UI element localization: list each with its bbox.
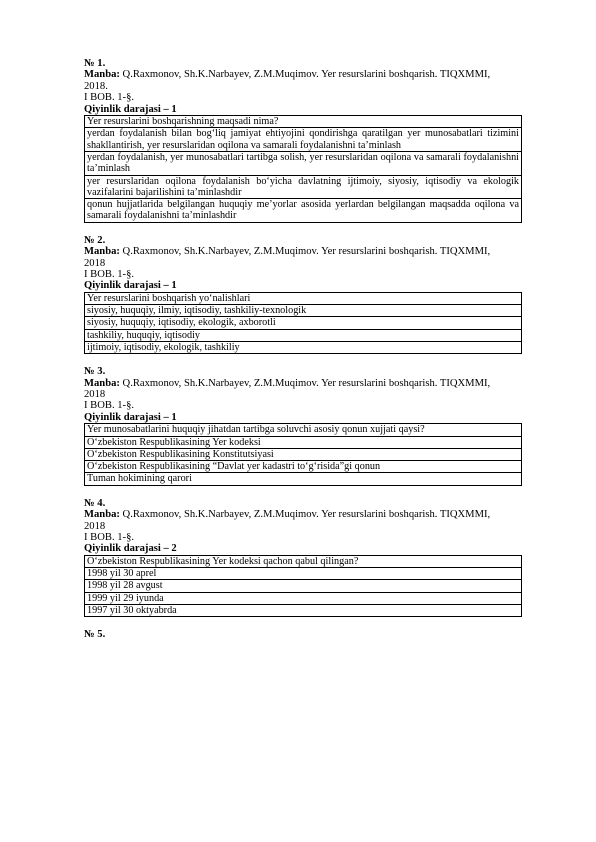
question-row bbox=[85, 555, 522, 567]
answer-option: siyosiy, huquqiy, ilmiy, iqtisodiy, tashkiliy-texnologik bbox=[85, 305, 522, 317]
answer-option: qonun hujjatlarida belgilangan huquqiy me’yorlar asosida yerlardan belgilangan maqsadda oqilona va samarali foydalanishni ta’minlashdir bbox=[85, 199, 522, 223]
source-year: 2018 bbox=[84, 389, 106, 401]
answer-option: 1999 yil 29 iyunda bbox=[85, 592, 522, 604]
source-label: Manba: bbox=[84, 69, 120, 81]
answer-row bbox=[85, 199, 522, 223]
difficulty-level: Qiyinlik darajasi – 2 bbox=[84, 543, 177, 555]
section-ref: I BOB. 1-§. bbox=[84, 400, 135, 412]
difficulty-level: Qiyinlik darajasi – 1 bbox=[84, 411, 177, 423]
question-text: Yer resurslarini boshqarishning maqsadi nima? bbox=[85, 116, 522, 128]
difficulty-level: Qiyinlik darajasi – 1 bbox=[84, 280, 177, 292]
source-line bbox=[84, 246, 522, 257]
source-label: Manba: bbox=[84, 509, 120, 521]
answer-option: 1997 yil 30 oktyabrda bbox=[85, 604, 522, 616]
answer-option: O‘zbekiston Respublikasining Konstitutsiyasi bbox=[85, 448, 522, 460]
document-page bbox=[84, 58, 522, 641]
question-row bbox=[85, 424, 522, 436]
question-number: № 4. bbox=[84, 497, 106, 509]
source-label: Manba: bbox=[84, 246, 120, 258]
answer-option: tashkiliy, huquqiy, iqtisodiy bbox=[85, 329, 522, 341]
source-text: Q.Raxmonov, Sh.K.Narbayev, Z.M.Muqimov. Yer resurslarini boshqarish. TIQXMMI, bbox=[119, 69, 491, 81]
answer-row bbox=[85, 461, 522, 473]
question-block-1 bbox=[84, 58, 522, 223]
source-label: Manba: bbox=[84, 377, 120, 389]
source-text: Q.Raxmonov, Sh.K.Narbayev, Z.M.Muqimov. Yer resurslarini boshqarish. TIQXMMI, bbox=[119, 377, 491, 389]
question-text: Yer munosabatlarini huquqiy jihatdan tartibga soluvchi asosiy qonun xujjati qaysi? bbox=[85, 424, 522, 436]
answer-row bbox=[85, 305, 522, 317]
question-table bbox=[84, 423, 522, 485]
question-block-3 bbox=[84, 366, 522, 486]
source-line bbox=[84, 509, 522, 520]
source-year: 2018 bbox=[84, 520, 106, 532]
source-line bbox=[84, 69, 522, 80]
answer-row bbox=[85, 448, 522, 460]
answer-option: 1998 yil 30 aprel bbox=[85, 568, 522, 580]
question-row bbox=[85, 116, 522, 128]
answer-option: ijtimoiy, iqtisodiy, ekologik, tashkiliy bbox=[85, 341, 522, 353]
answer-row bbox=[85, 317, 522, 329]
answer-option: siyosiy, huquqiy, iqtisodiy, ekologik, axborotli bbox=[85, 317, 522, 329]
answer-row bbox=[85, 473, 522, 485]
answer-option: yer resurslaridan oqilona foydalanish bo‘yicha davlatning ijtimoiy, siyosiy, iqtisodiy va ekologik vazifalarini bajarilishini ta’minlashdir bbox=[85, 175, 522, 199]
question-row bbox=[85, 292, 522, 304]
answer-row bbox=[85, 568, 522, 580]
question-block-2 bbox=[84, 235, 522, 355]
question-text: O‘zbekiston Respublikasining Yer kodeksi qachon qabul qilingan? bbox=[85, 555, 522, 567]
answer-row bbox=[85, 580, 522, 592]
section-ref: I BOB. 1-§. bbox=[84, 92, 135, 104]
source-year: 2018. bbox=[84, 80, 108, 92]
question-number: № 2. bbox=[84, 234, 106, 246]
question-number: № 1. bbox=[84, 58, 106, 69]
question-table bbox=[84, 555, 522, 617]
source-year: 2018 bbox=[84, 257, 106, 269]
question-number: № 3. bbox=[84, 366, 106, 378]
section-ref: I BOB. 1-§. bbox=[84, 531, 135, 543]
answer-row bbox=[85, 436, 522, 448]
answer-row bbox=[85, 175, 522, 199]
answer-option: O‘zbekiston Respublikasining “Davlat yer kadastri to‘g‘risida”gi qonun bbox=[85, 461, 522, 473]
question-text: Yer resurslarini boshqarish yo‘nalishlari bbox=[85, 292, 522, 304]
source-line bbox=[84, 378, 522, 389]
answer-option: yerdan foydalanish bilan bog‘liq jamiyat ehtiyojini qondirishga qaratilgan yer munosabatlari tizimini shakllantirish, yer resurslaridan oqilona va samarali foydalanishni ta’minlash bbox=[85, 128, 522, 152]
question-table bbox=[84, 115, 522, 223]
difficulty-level: Qiyinlik darajasi – 1 bbox=[84, 103, 177, 115]
source-text: Q.Raxmonov, Sh.K.Narbayev, Z.M.Muqimov. Yer resurslarini boshqarish. TIQXMMI, bbox=[119, 509, 491, 521]
answer-option: O‘zbekiston Respublikasining Yer kodeksi bbox=[85, 436, 522, 448]
answer-row bbox=[85, 341, 522, 353]
answer-row bbox=[85, 604, 522, 616]
answer-row bbox=[85, 329, 522, 341]
question-table bbox=[84, 292, 522, 354]
answer-option: yerdan foydalanish, yer munosabatlari tartibga solish, yer resurslaridan oqilona va samarali foydalanishni ta’minlash bbox=[85, 151, 522, 175]
question-number-next: № 5. bbox=[84, 629, 106, 641]
answer-row bbox=[85, 151, 522, 175]
answer-row bbox=[85, 592, 522, 604]
answer-option: 1998 yil 28 avgust bbox=[85, 580, 522, 592]
answer-row bbox=[85, 128, 522, 152]
section-ref: I BOB. 1-§. bbox=[84, 268, 135, 280]
question-block-4 bbox=[84, 498, 522, 618]
source-text: Q.Raxmonov, Sh.K.Narbayev, Z.M.Muqimov. Yer resurslarini boshqarish. TIQXMMI, bbox=[119, 246, 491, 258]
answer-option: Tuman hokimining qarori bbox=[85, 473, 522, 485]
